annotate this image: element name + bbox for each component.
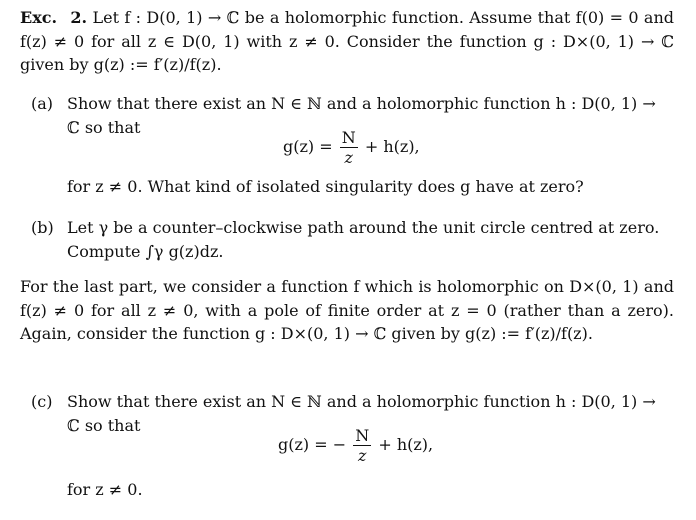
part-a-frac-den: z [344,148,353,167]
part-c-eq-rhs: + h(z), [378,435,434,454]
part-b-label: (b) [31,218,54,237]
exercise-number: 2. [70,8,88,27]
part-c-label: (c) [31,392,53,411]
exercise-label: Exc. [20,8,58,27]
part-c-fraction [353,426,371,465]
part-a-equation [283,128,420,167]
part-c-frac-num: N [355,426,370,445]
middle-text: For the last part, we consider a function f which is holomorphic on D×(0, 1) and f(z) ≠ 0 for all z ≠ 0, with a pole of finite order at z = 0 (rather than a zero). Again, consider the function g : D×(0, 1) → ℂ given by g(z) := f′(z)/f(z). [20,277,674,343]
part-c-equation [278,426,433,465]
part-a [31,92,671,137]
part-a-eq-lhs: g(z) = [283,137,333,156]
part-a-fraction [340,128,358,167]
exercise-intro-text: Let f : D(0, 1) → ℂ be a holomorphic function. Assume that f(0) = 0 and f(z) ≠ 0 for all z ∈ D(0, 1) with z ≠ 0. Consider the function g : D×(0, 1) → ℂ given by g(z) := f′(z)/f(z). [20,8,675,74]
part-c-after: for z ≠ 0. [67,480,143,499]
part-a-label: (a) [31,94,54,113]
part-b-text: Let γ be a counter–clockwise path around the unit circle centred at zero. Compute ∫γ g(z)dz. [67,218,660,261]
part-a-eq-rhs: + h(z), [364,137,420,156]
part-c-frac-den: z [358,446,367,465]
part-a-after: for z ≠ 0. What kind of isolated singularity does g have at zero? [67,177,584,196]
part-a-frac-num: N [341,128,356,147]
part-a-text: Show that there exist an N ∈ ℕ and a holomorphic function h : D(0, 1) → ℂ so that [67,94,656,137]
middle-paragraph [20,275,674,346]
part-c-text: Show that there exist an N ∈ ℕ and a holomorphic function h : D(0, 1) → ℂ so that [67,392,656,435]
exercise-intro [20,6,674,77]
part-c-eq-lhs: g(z) = − [278,435,347,454]
